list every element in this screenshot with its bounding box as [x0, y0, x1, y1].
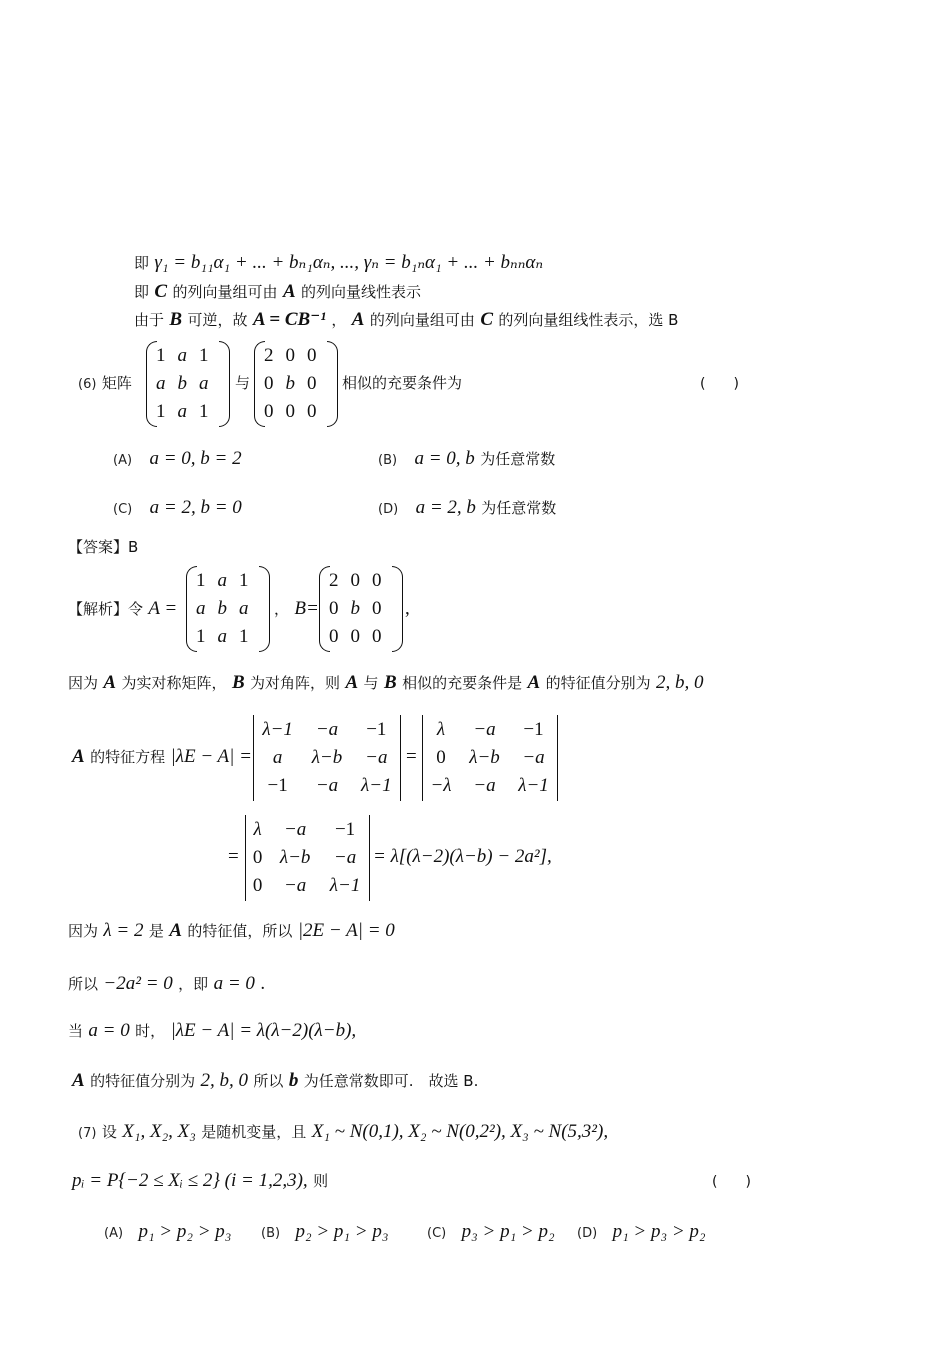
text: 的列向量组可由 [172, 283, 278, 301]
option-label: (D) [378, 502, 399, 517]
answer-blank [700, 372, 739, 395]
determinant-3 [245, 815, 370, 901]
cell: a [177, 401, 187, 422]
option-text: a = 2, b [415, 497, 476, 518]
text: 是 [148, 922, 164, 940]
cell: λ−1 [361, 775, 392, 796]
text: , [405, 598, 410, 619]
text: 的列向量组线性表示，选 B [498, 311, 679, 329]
cell: λ−b [469, 747, 500, 768]
cell: −1 [267, 775, 288, 796]
symbol-a: A [527, 672, 541, 693]
distributions: X₁ ~ N(0,1), X₂ ~ N(0,2²), X₃ ~ N(5,3²), [311, 1121, 609, 1142]
text: ，即 [178, 975, 209, 993]
cell: −a [473, 719, 496, 740]
cell: a [199, 373, 209, 394]
cell: −a [473, 775, 496, 796]
option-text: p₁ > p₂ > p₃ [138, 1221, 232, 1242]
cell: −a [283, 819, 307, 840]
cell: 0 [436, 747, 446, 768]
text: 为任意常数即可. 故选 B. [303, 1072, 479, 1090]
symbol-a: A [103, 672, 117, 693]
symbol-a: A [351, 309, 365, 330]
analysis-label [68, 598, 177, 620]
symbol-a: A [72, 1070, 85, 1091]
text: 所以 [253, 1072, 284, 1090]
option-text: a = 0, b [414, 448, 475, 469]
text: 的列向量线性表示 [301, 283, 422, 301]
text: ， [331, 311, 347, 329]
equation: a = 0 [213, 973, 255, 994]
text: 相似的充要条件为 [342, 374, 463, 392]
determinant-body [253, 716, 401, 800]
cell: 0 [329, 626, 339, 647]
determinant-1 [253, 715, 401, 801]
cell: a [217, 626, 227, 647]
cell: λ−1 [329, 875, 361, 896]
text: 是随机变量，且 [201, 1123, 307, 1141]
equals-2 [228, 846, 239, 868]
option-label: (B) [378, 453, 398, 468]
cell: a [156, 373, 166, 394]
cell: −a [283, 875, 307, 896]
cell: 1 [239, 626, 249, 647]
text: 为实对称矩阵， [121, 674, 227, 692]
line-c-columns [134, 281, 421, 303]
option-text: a = 2, b = 0 [149, 497, 242, 518]
matrix-body [190, 567, 255, 651]
q7-option-a [104, 1221, 231, 1245]
cell: 0 [252, 875, 263, 896]
q6-tail [342, 372, 462, 394]
symbol-b: b [288, 1070, 299, 1091]
option-d [378, 497, 556, 521]
cell: 2 [264, 345, 274, 366]
cell: 0 [285, 345, 295, 366]
text: 的列向量组可由 [369, 311, 475, 329]
eigenvalues: 2, b, 0 [200, 1070, 249, 1091]
gamma-expression: γ₁ = b₁₁α₁ + ... + bₙ₁αₙ, ..., γₙ = b₁ₙα₁ + ... + bₙₙαₙ [154, 252, 544, 273]
option-a [113, 448, 242, 472]
q7-answer-blank [712, 1170, 751, 1193]
symbol-a: A [282, 281, 296, 302]
cell: 1 [196, 570, 206, 591]
text: 的特征值分别为 [90, 1072, 196, 1090]
answer: 【答案】B [68, 538, 139, 556]
text: ， [274, 600, 290, 618]
determinant-body [245, 816, 370, 900]
text: 可逆，故 [187, 311, 248, 329]
option-label: (A) [104, 1226, 124, 1241]
line-gamma [134, 252, 543, 274]
cell: 0 [350, 626, 360, 647]
variables: X₁, X₂, X₃ [122, 1121, 196, 1142]
cell: 0 [264, 373, 274, 394]
q7-line-2 [72, 1170, 328, 1192]
matrix-b [254, 341, 338, 427]
cell: −a [315, 719, 339, 740]
equation: A = [148, 598, 178, 619]
cell: 1 [156, 345, 166, 366]
q7-line-1 [78, 1121, 608, 1145]
bracket-right [327, 341, 338, 427]
symbol-c: C [154, 281, 168, 302]
option-b [378, 448, 555, 472]
cell: −a [315, 775, 339, 796]
bracket-right [259, 566, 270, 652]
cell: λ−1 [518, 775, 549, 796]
blank: ( ) [700, 376, 739, 392]
equation: −2a² = 0 [103, 973, 173, 994]
text: 由于 [134, 311, 165, 329]
cell: λ−1 [262, 719, 293, 740]
option-text: 为任意常数 [481, 499, 557, 517]
cell: b [285, 373, 295, 394]
option-label: (C) [113, 502, 133, 517]
analysis-matrix-a [186, 566, 270, 652]
option-label: (C) [427, 1226, 447, 1241]
equals-1 [406, 746, 417, 768]
bracket-right [392, 566, 403, 652]
cell: a [177, 345, 187, 366]
cell: a [217, 570, 227, 591]
option-label: (A) [113, 453, 133, 468]
blank: ( ) [712, 1174, 751, 1190]
option-label: (B) [261, 1226, 281, 1241]
line-because-1 [68, 672, 704, 694]
cell: 0 [372, 570, 382, 591]
cell: b [177, 373, 187, 394]
text: 相似的充要条件是 [402, 674, 523, 692]
cell: 1 [156, 401, 166, 422]
matrix-a [146, 341, 230, 427]
cell: −a [522, 747, 545, 768]
text: 矩阵 [101, 374, 132, 392]
line-when [68, 1020, 356, 1042]
cell: λ [253, 819, 262, 840]
cell: 1 [199, 401, 209, 422]
option-text: a = 0, b = 2 [149, 448, 242, 469]
cell: 1 [199, 345, 209, 366]
equation: |λE − A| = λ(λ−2)(λ−b), [170, 1020, 357, 1041]
matrix-body [150, 342, 215, 426]
symbol-a: A [345, 672, 359, 693]
cell: b [217, 598, 227, 619]
option-text: p₂ > p₁ > p₃ [295, 1221, 389, 1242]
result-expression: = λ[(λ−2)(λ−b) − 2a²], [373, 846, 552, 867]
text: 因为 [68, 674, 99, 692]
cell: 0 [252, 847, 263, 868]
line-b-invertible [134, 309, 678, 331]
cell: −a [333, 847, 357, 868]
text: 当 [68, 1022, 84, 1040]
cell: 0 [329, 598, 339, 619]
determinant-body [422, 716, 558, 800]
text: 因为 [68, 922, 99, 940]
cell: 1 [239, 570, 249, 591]
text: 的特征值分别为 [545, 674, 651, 692]
cell: 2 [329, 570, 339, 591]
cell: −λ [430, 775, 452, 796]
cell: −a [365, 747, 388, 768]
determinant-lhs: |λE − A| = [170, 746, 252, 767]
cell: −1 [366, 719, 387, 740]
symbol-c: C [480, 309, 493, 330]
line-because-2 [68, 920, 395, 942]
option-label: (D) [577, 1226, 598, 1241]
bracket-right [219, 341, 230, 427]
symbol-a: A [169, 920, 182, 941]
cell: λ−b [279, 847, 311, 868]
analysis-b-label [274, 598, 319, 620]
matrix-body [323, 567, 388, 651]
text: 的特征值，所以 [187, 922, 293, 940]
char-eq-label [72, 746, 252, 768]
equation: a = 0 [88, 1020, 130, 1041]
text: 与 [363, 674, 379, 692]
analysis-matrix-b [319, 566, 403, 652]
cell: 1 [196, 626, 206, 647]
cell: −1 [334, 819, 356, 840]
q7-option-d [577, 1221, 706, 1245]
cell: b [350, 598, 360, 619]
text: 所以 [68, 975, 99, 993]
text: 为对角阵，则 [250, 674, 341, 692]
cell: a [196, 598, 206, 619]
equation: B= [294, 598, 319, 619]
question-number: (7) [78, 1126, 97, 1141]
eigenvalues: 2, b, 0 [656, 672, 704, 693]
answer-line [68, 536, 138, 558]
cell: 0 [350, 570, 360, 591]
text: 时， [135, 1022, 166, 1040]
line-so [68, 973, 265, 995]
text: 【解析】令 [68, 600, 144, 618]
text: 设 [101, 1123, 117, 1141]
q7-option-b [261, 1221, 388, 1245]
option-text: 为任意常数 [480, 450, 556, 468]
option-c [113, 497, 242, 521]
equals: = [406, 746, 417, 767]
cell: 0 [372, 626, 382, 647]
cell: −1 [523, 719, 544, 740]
option-text: p₁ > p₃ > p₂ [612, 1221, 706, 1242]
text: 则 [313, 1172, 329, 1190]
line-final [72, 1070, 478, 1092]
symbol-a: A [72, 746, 85, 767]
cell: a [272, 747, 283, 768]
cell: 0 [307, 401, 317, 422]
symbol-b: B [231, 672, 245, 693]
determinant-result [373, 846, 552, 868]
analysis-comma [405, 598, 410, 620]
equals: = [228, 846, 239, 867]
question-number: (6) [78, 377, 97, 392]
equation: λ = 2 [103, 920, 144, 941]
q7-option-c [427, 1221, 555, 1245]
text: 与 [235, 374, 251, 392]
text: 即 [134, 254, 150, 272]
cell: 0 [372, 598, 382, 619]
symbol-b: B [169, 309, 183, 330]
cell: 0 [307, 373, 317, 394]
cell: 0 [264, 401, 274, 422]
cell: 0 [307, 345, 317, 366]
q6-intro [78, 372, 132, 396]
determinant-2 [422, 715, 558, 801]
symbol-b: B [383, 672, 397, 693]
text: 即 [134, 283, 150, 301]
text: . [260, 973, 266, 994]
cell: a [239, 598, 249, 619]
matrix-body [258, 342, 323, 426]
q6-with [235, 372, 250, 394]
option-text: p₃ > p₁ > p₂ [461, 1221, 555, 1242]
cell: 0 [285, 401, 295, 422]
cell: λ [436, 719, 446, 740]
probability-definition: pᵢ = P{−2 ≤ Xᵢ ≤ 2} (i = 1,2,3), [72, 1170, 308, 1191]
cell: λ−b [311, 747, 343, 768]
equation: |2E − A| = 0 [297, 920, 395, 941]
text: 的特征方程 [90, 748, 166, 766]
equation: A = CB⁻¹ [252, 309, 326, 330]
